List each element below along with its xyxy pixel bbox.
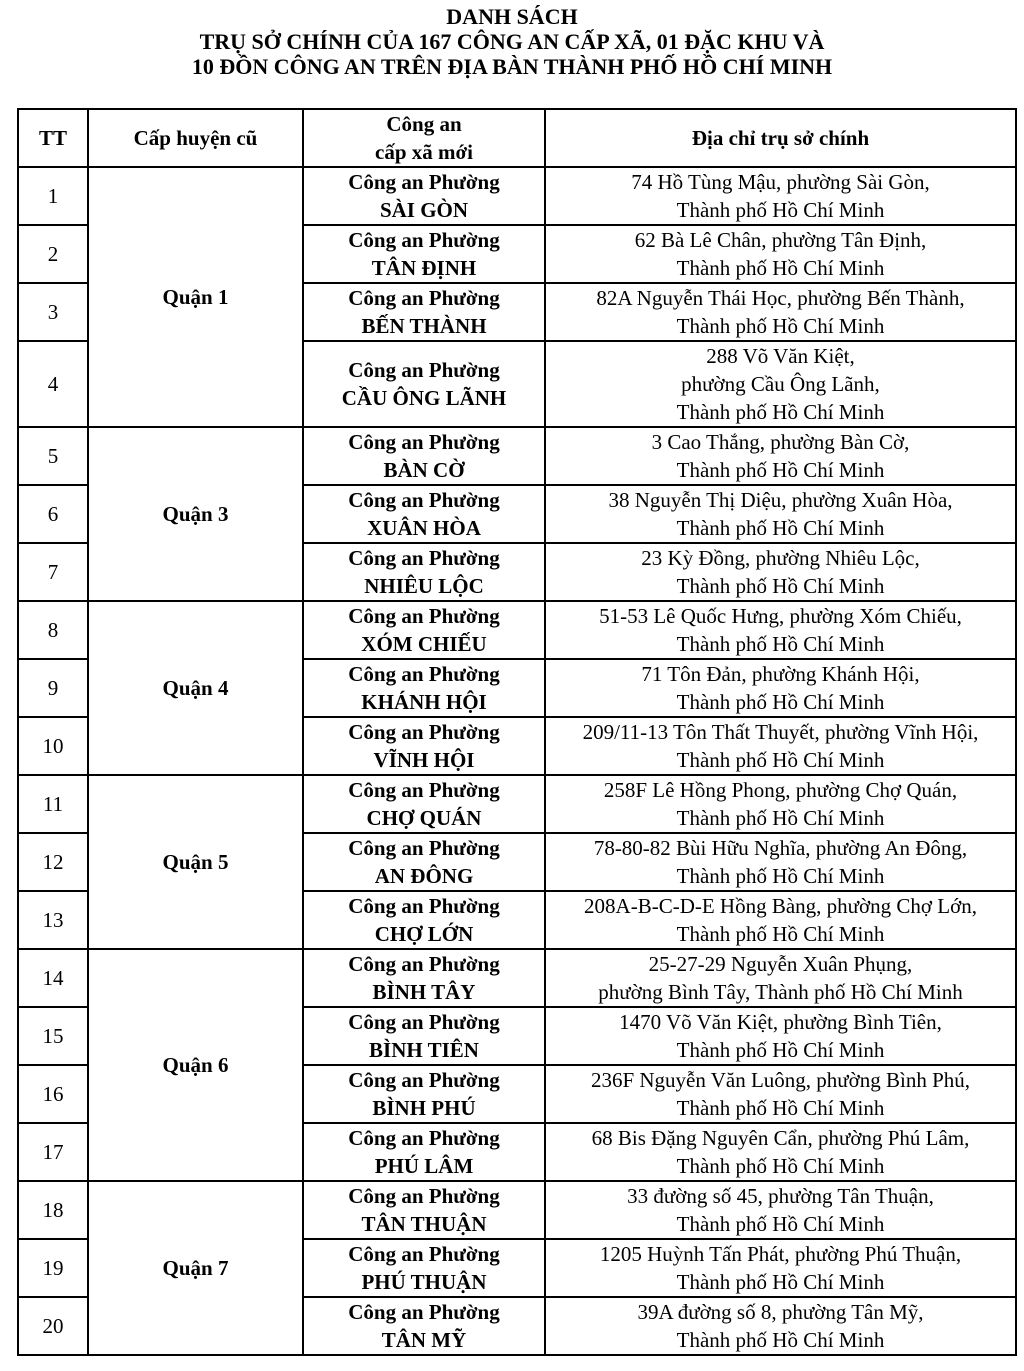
address-line: Thành phố Hồ Chí Minh (676, 574, 885, 598)
unit-cell (303, 1239, 545, 1297)
address-line: 51-53 Lê Quốc Hưng, phường Xóm Chiếu, (599, 604, 962, 628)
unit-name-line: Công an Phường (348, 430, 500, 454)
unit-cell (303, 833, 545, 891)
header-unit-line-2: cấp xã mới (375, 140, 473, 164)
row-number: 2 (18, 225, 88, 283)
address-line: 209/11-13 Tôn Thất Thuyết, phường Vĩnh Hội, (582, 720, 979, 744)
unit-name-line: Công an Phường (348, 778, 500, 802)
table-row (18, 949, 1016, 1007)
unit-name-line: Công an Phường (348, 662, 500, 686)
address-line: Thành phố Hồ Chí Minh (676, 198, 885, 222)
unit-name-line: Công an Phường (348, 952, 500, 976)
unit-cell (303, 659, 545, 717)
unit-name-line: Công an Phường (348, 894, 500, 918)
unit-name-line: TÂN MỸ (381, 1328, 467, 1352)
row-number: 13 (18, 891, 88, 949)
address-line: 208A-B-C-D-E Hồng Bàng, phường Chợ Lớn, (584, 894, 977, 918)
address-line: Thành phố Hồ Chí Minh (676, 1270, 885, 1294)
address-cell (545, 601, 1016, 659)
unit-name-line: XÓM CHIẾU (361, 632, 487, 656)
address-line: Thành phố Hồ Chí Minh (676, 1328, 885, 1352)
header-address: Địa chỉ trụ sở chính (545, 109, 1016, 167)
row-number: 8 (18, 601, 88, 659)
document-title (0, 4, 1024, 79)
unit-name-line: Công an Phường (348, 1300, 500, 1324)
address-cell (545, 949, 1016, 1007)
unit-cell (303, 949, 545, 1007)
row-number: 12 (18, 833, 88, 891)
row-number: 10 (18, 717, 88, 775)
header-unit (303, 109, 545, 167)
unit-name-line: Công an Phường (348, 1126, 500, 1150)
district-cell: Quận 3 (88, 427, 303, 601)
address-line: Thành phố Hồ Chí Minh (676, 256, 885, 280)
address-cell (545, 891, 1016, 949)
address-line: 236F Nguyễn Văn Luông, phường Bình Phú, (590, 1068, 971, 1092)
address-cell (545, 341, 1016, 427)
address-cell (545, 1065, 1016, 1123)
address-line: 38 Nguyễn Thị Diệu, phường Xuân Hòa, (608, 488, 953, 512)
row-number: 11 (18, 775, 88, 833)
unit-name-line: Công an Phường (348, 488, 500, 512)
unit-name-line: Công an Phường (348, 836, 500, 860)
unit-name-line: SÀI GÒN (379, 198, 469, 222)
address-line: Thành phố Hồ Chí Minh (676, 864, 885, 888)
header-unit-line-1: Công an (386, 112, 462, 136)
row-number: 19 (18, 1239, 88, 1297)
table-row (18, 1181, 1016, 1239)
address-line: Thành phố Hồ Chí Minh (676, 806, 885, 830)
unit-name-line: Công an Phường (348, 720, 500, 744)
header-district: Cấp huyện cũ (88, 109, 303, 167)
unit-name-line: KHÁNH HỘI (361, 690, 487, 714)
table-row (18, 167, 1016, 225)
address-line: 71 Tôn Đản, phường Khánh Hội, (641, 662, 920, 686)
unit-name-line: Công an Phường (348, 1010, 500, 1034)
address-cell (545, 833, 1016, 891)
address-cell (545, 1123, 1016, 1181)
address-line: 1205 Huỳnh Tấn Phát, phường Phú Thuận, (599, 1242, 962, 1266)
address-line: 39A đường số 8, phường Tân Mỹ, (637, 1300, 924, 1324)
header-tt: TT (18, 109, 88, 167)
unit-name-line: Công an Phường (348, 286, 500, 310)
row-number: 9 (18, 659, 88, 717)
unit-cell (303, 485, 545, 543)
address-cell (545, 427, 1016, 485)
address-line: 62 Bà Lê Chân, phường Tân Định, (634, 228, 927, 252)
district-cell: Quận 1 (88, 167, 303, 427)
row-number: 5 (18, 427, 88, 485)
row-number: 7 (18, 543, 88, 601)
address-line: 3 Cao Thắng, phường Bàn Cờ, (651, 430, 910, 454)
address-cell (545, 167, 1016, 225)
row-number: 6 (18, 485, 88, 543)
address-cell (545, 775, 1016, 833)
table-row (18, 601, 1016, 659)
address-line: Thành phố Hồ Chí Minh (676, 1038, 885, 1062)
unit-name-line: Công an Phường (348, 546, 500, 570)
district-cell: Quận 4 (88, 601, 303, 775)
address-line: Thành phố Hồ Chí Minh (676, 748, 885, 772)
address-line: Thành phố Hồ Chí Minh (676, 632, 885, 656)
address-line: Thành phố Hồ Chí Minh (676, 458, 885, 482)
address-line: Thành phố Hồ Chí Minh (676, 400, 885, 424)
row-number: 4 (18, 341, 88, 427)
unit-name-line: VĨNH HỘI (373, 748, 475, 772)
address-line: phường Bình Tây, Thành phố Hồ Chí Minh (598, 980, 963, 1004)
unit-name-line: BÀN CỜ (383, 458, 465, 482)
unit-name-line: PHÚ THUẬN (361, 1270, 487, 1294)
row-number: 15 (18, 1007, 88, 1065)
unit-name-line: BÌNH PHÚ (372, 1096, 476, 1120)
address-line: 33 đường số 45, phường Tân Thuận, (627, 1184, 934, 1208)
unit-name-line: BÌNH TÂY (372, 980, 476, 1004)
police-station-table (17, 108, 1017, 1356)
address-line: 23 Kỳ Đồng, phường Nhiêu Lộc, (641, 546, 920, 570)
unit-name-line: CẦU ÔNG LÃNH (341, 386, 507, 410)
unit-cell (303, 775, 545, 833)
address-line: 82A Nguyễn Thái Học, phường Bến Thành, (596, 286, 965, 310)
table-body (18, 167, 1016, 1355)
address-line: 258F Lê Hồng Phong, phường Chợ Quán, (603, 778, 958, 802)
address-line: 25-27-29 Nguyễn Xuân Phụng, (648, 952, 913, 976)
address-cell (545, 225, 1016, 283)
address-line: Thành phố Hồ Chí Minh (676, 922, 885, 946)
address-line: Thành phố Hồ Chí Minh (676, 1212, 885, 1236)
district-cell: Quận 7 (88, 1181, 303, 1355)
address-cell (545, 485, 1016, 543)
district-cell: Quận 6 (88, 949, 303, 1181)
unit-name-line: PHÚ LÂM (374, 1154, 474, 1178)
address-line: Thành phố Hồ Chí Minh (676, 314, 885, 338)
unit-cell (303, 167, 545, 225)
unit-name-line: BẾN THÀNH (361, 314, 487, 338)
address-cell (545, 283, 1016, 341)
unit-name-line: BÌNH TIÊN (369, 1038, 479, 1062)
unit-name-line: AN ĐÔNG (374, 864, 474, 888)
unit-cell (303, 1297, 545, 1355)
address-line: 1470 Võ Văn Kiệt, phường Bình Tiên, (619, 1010, 942, 1034)
unit-cell (303, 1007, 545, 1065)
row-number: 3 (18, 283, 88, 341)
address-line: 78-80-82 Bùi Hữu Nghĩa, phường An Đông, (593, 836, 968, 860)
title-line-2: TRỤ SỞ CHÍNH CỦA 167 CÔNG AN CẤP XÃ, 01 ĐẶC KHU VÀ (199, 29, 825, 54)
row-number: 14 (18, 949, 88, 1007)
unit-cell (303, 891, 545, 949)
unit-cell (303, 225, 545, 283)
unit-name-line: Công an Phường (348, 170, 500, 194)
address-line: Thành phố Hồ Chí Minh (676, 1096, 885, 1120)
table-row (18, 427, 1016, 485)
district-cell: Quận 5 (88, 775, 303, 949)
address-cell (545, 717, 1016, 775)
unit-name-line: Công an Phường (348, 1068, 500, 1092)
unit-name-line: TÂN THUẬN (361, 1212, 487, 1236)
unit-cell (303, 601, 545, 659)
unit-cell (303, 427, 545, 485)
row-number: 20 (18, 1297, 88, 1355)
unit-name-line: Công an Phường (348, 358, 500, 382)
address-line: Thành phố Hồ Chí Minh (676, 1154, 885, 1178)
table-header-row (18, 109, 1016, 167)
unit-name-line: XUÂN HÒA (367, 516, 481, 540)
unit-name-line: Công an Phường (348, 604, 500, 628)
row-number: 17 (18, 1123, 88, 1181)
unit-name-line: CHỢ LỚN (374, 922, 474, 946)
unit-name-line: Công an Phường (348, 228, 500, 252)
address-line: 288 Võ Văn Kiệt, (706, 344, 855, 368)
row-number: 1 (18, 167, 88, 225)
address-cell (545, 1297, 1016, 1355)
unit-cell (303, 1181, 545, 1239)
unit-name-line: Công an Phường (348, 1242, 500, 1266)
unit-name-line: NHIÊU LỘC (364, 574, 484, 598)
unit-cell (303, 341, 545, 427)
row-number: 16 (18, 1065, 88, 1123)
address-line: 74 Hồ Tùng Mậu, phường Sài Gòn, (631, 170, 930, 194)
unit-name-line: CHỢ QUÁN (366, 806, 482, 830)
address-cell (545, 1181, 1016, 1239)
title-line-1: DANH SÁCH (446, 4, 578, 29)
address-cell (545, 659, 1016, 717)
row-number: 18 (18, 1181, 88, 1239)
address-line: Thành phố Hồ Chí Minh (676, 516, 885, 540)
unit-name-line: Công an Phường (348, 1184, 500, 1208)
address-cell (545, 1007, 1016, 1065)
unit-cell (303, 1065, 545, 1123)
table-row (18, 775, 1016, 833)
unit-cell (303, 283, 545, 341)
address-cell (545, 1239, 1016, 1297)
address-line: phường Cầu Ông Lãnh, (681, 372, 880, 396)
unit-cell (303, 717, 545, 775)
unit-name-line: TÂN ĐỊNH (371, 256, 477, 280)
address-line: 68 Bis Đặng Nguyên Cẩn, phường Phú Lâm, (591, 1126, 970, 1150)
unit-cell (303, 1123, 545, 1181)
title-line-3: 10 ĐỒN CÔNG AN TRÊN ĐỊA BÀN THÀNH PHỐ HỒ CHÍ MINH (191, 54, 833, 79)
address-cell (545, 543, 1016, 601)
address-line: Thành phố Hồ Chí Minh (676, 690, 885, 714)
unit-cell (303, 543, 545, 601)
